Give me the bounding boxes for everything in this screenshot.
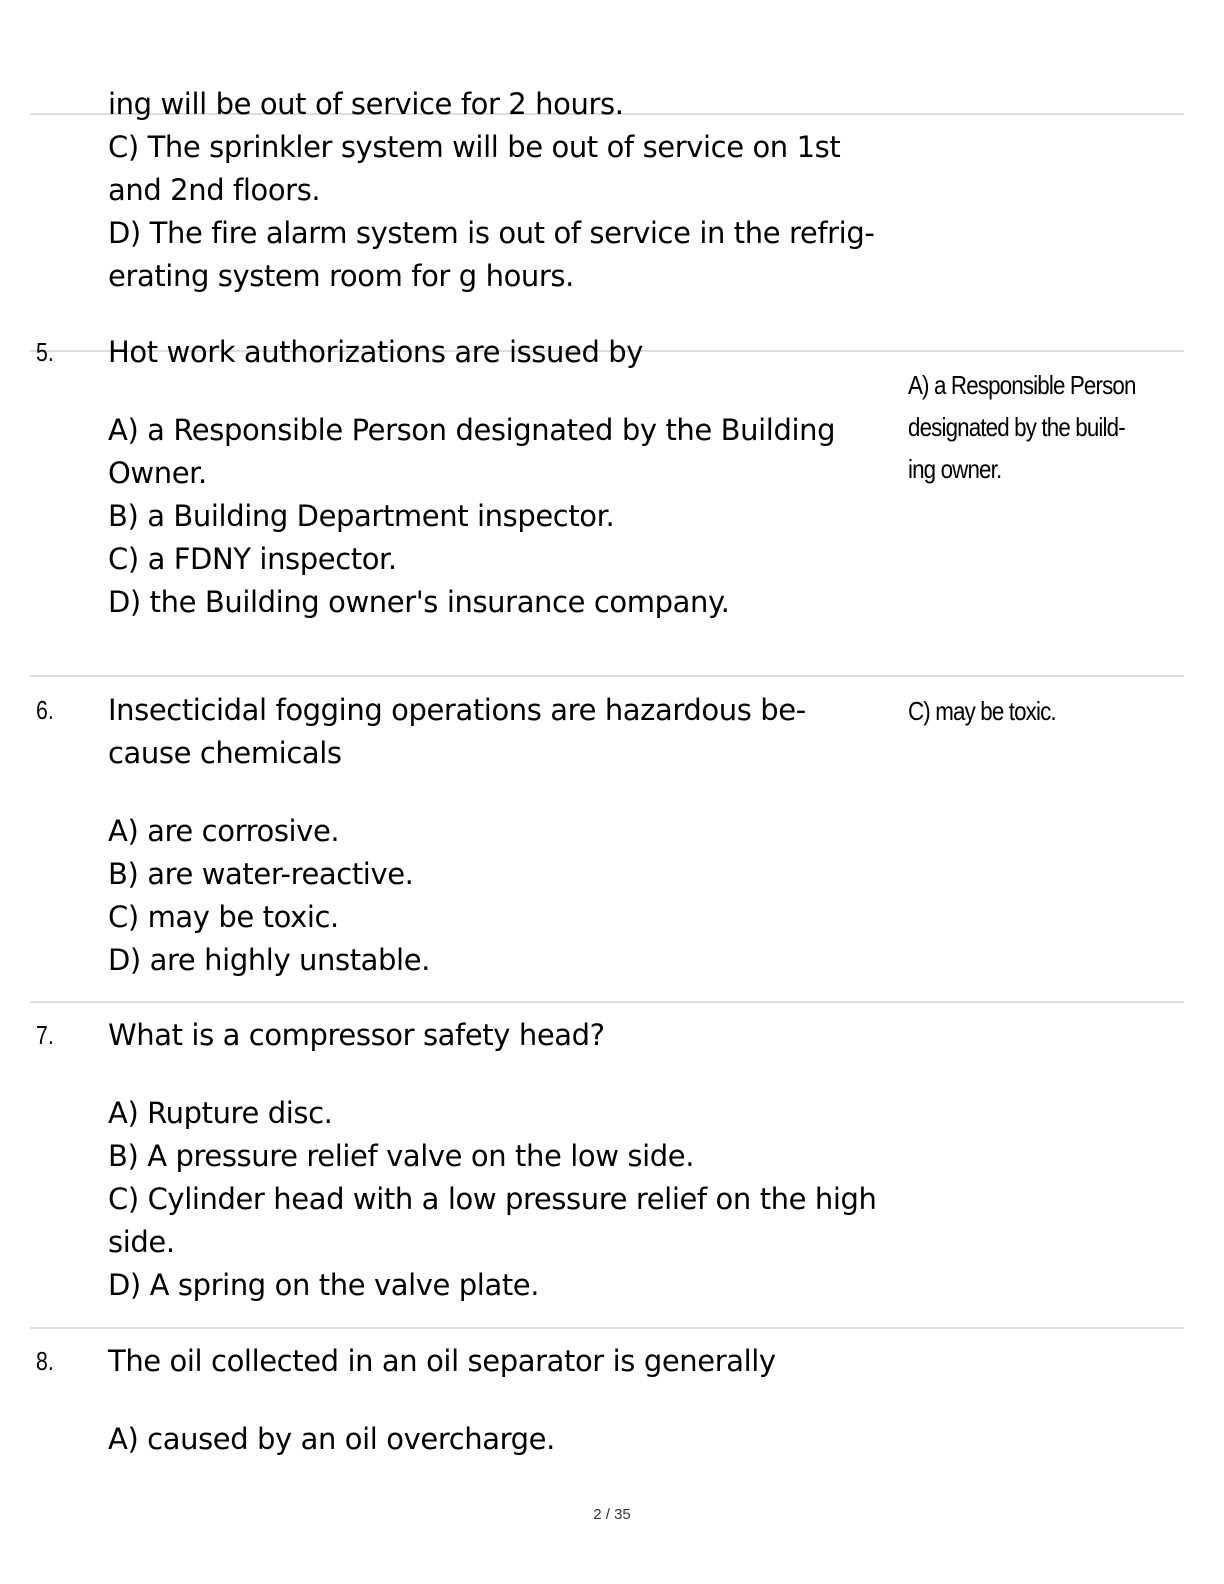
option-line: A) caused by an oil overcharge. <box>108 1422 555 1456</box>
row-divider <box>30 1001 1184 1003</box>
option-line: C) may be toxic. <box>108 900 339 934</box>
answer-line: ing owner. <box>908 454 1002 484</box>
option-line: C) Cylinder head with a low pressure relief on the high <box>108 1182 877 1216</box>
question-number: 6. <box>36 695 54 725</box>
question-number: 7. <box>36 1020 54 1050</box>
answer-text <box>908 690 1140 732</box>
option-line: D) The fire alarm system is out of service in the refrig- <box>108 216 875 250</box>
answer-line: designated by the build- <box>908 412 1125 442</box>
option-line: A) are corrosive. <box>108 814 340 848</box>
option-line: C) The sprinkler system will be out of service on 1st <box>108 130 841 164</box>
question-number: 5. <box>36 337 54 367</box>
option-line: B) a Building Department inspector. <box>108 499 615 533</box>
option-line: D) A spring on the valve plate. <box>108 1268 540 1302</box>
answer-line: C) may be toxic. <box>908 696 1056 726</box>
question-text: Hot work authorizations are issued by <box>108 335 644 369</box>
answer-text <box>908 364 1140 490</box>
question-number: 8. <box>36 1346 54 1376</box>
option-line: D) the Building owner's insurance company. <box>108 585 730 619</box>
option-line: A) Rupture disc. <box>108 1096 333 1130</box>
option-line: C) a FDNY inspector. <box>108 542 397 576</box>
page-indicator: 2 / 35 <box>593 1506 631 1523</box>
option-line: B) are water-reactive. <box>108 857 414 891</box>
question-text: The oil collected in an oil separator is generally <box>108 1344 776 1378</box>
question-text: Insecticidal fogging operations are hazardous be- <box>108 693 806 727</box>
row-divider <box>30 675 1184 677</box>
option-line: Owner. <box>108 456 207 490</box>
option-line: side. <box>108 1225 175 1259</box>
question-text: cause chemicals <box>108 736 342 770</box>
option-line: A) a Responsible Person designated by the Building <box>108 413 836 447</box>
row-divider <box>30 1327 1184 1329</box>
option-line: ing will be out of service for 2 hours. <box>108 87 624 121</box>
option-line: B) A pressure relief valve on the low side. <box>108 1139 695 1173</box>
option-line: and 2nd floors. <box>108 173 321 207</box>
answer-line: A) a Responsible Person <box>908 370 1136 400</box>
option-line: erating system room for g hours. <box>108 259 574 293</box>
question-text: What is a compressor safety head? <box>108 1018 605 1052</box>
option-line: D) are highly unstable. <box>108 943 430 977</box>
